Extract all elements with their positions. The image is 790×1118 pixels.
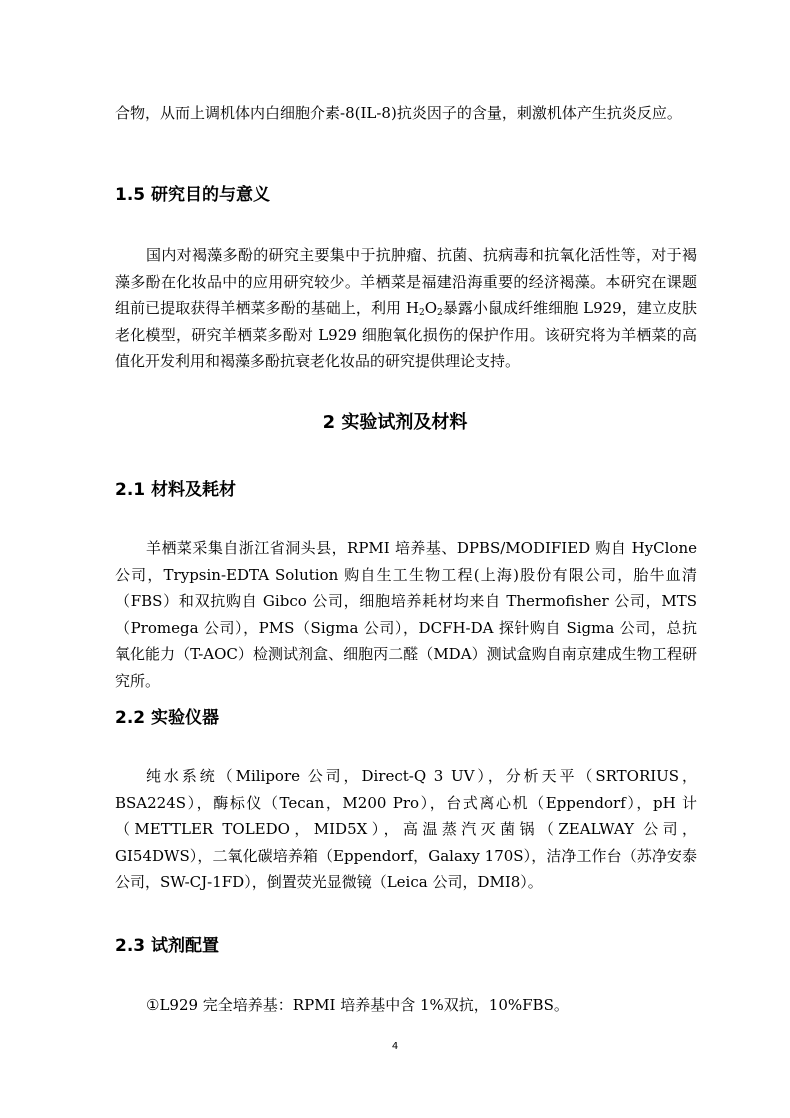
paragraph-reagent-preparation: ①L929 完全培养基：RPMI 培养基中含 1%双抗，10%FBS。: [146, 996, 569, 1014]
subscript-2: 2: [418, 308, 425, 318]
paragraph-text-o: O: [424, 299, 438, 317]
section-heading-1-5: 1.5 研究目的与意义: [115, 185, 271, 205]
page-number: 4: [391, 1041, 399, 1052]
section-heading-2-1: 2.1 材料及耗材: [115, 480, 237, 500]
subscript-2b: 2: [437, 308, 443, 318]
paragraph-continued: 合物，从而上调机体内白细胞介素-8(IL-8)抗炎因子的含量，刺激机体产生抗炎反应。: [115, 104, 682, 122]
chapter-heading-2: 2 实验试剂及材料: [322, 412, 468, 433]
paragraph-research-purpose: [115, 242, 697, 375]
section-heading-2-2: 2.2 实验仪器: [115, 708, 220, 728]
paragraph-materials: 羊栖菜采集自浙江省洞头县，RPMI 培养基、DPBS/MODIFIED 购自 HyClone 公司，Trypsin-EDTA Solution 购自生工生物工程(上海)股份有限公司，胎牛血清（FBS）和双抗购自 Gibco 公司，细胞培养耗材均来自 Thermofisher 公司，MTS（Promega 公司），PMS（Sigma 公司），DCFH-DA 探针购自 Sigma 公司，总抗氧化能力（T-AOC）检测试剂盒、细胞丙二醛（MDA）测试盒购自南京建成生物工程研究所。: [115, 539, 697, 690]
paragraph-text-before: 国内对褐藻多酚的研究主要集中于抗肿瘤、抗菌、抗病毒和抗氧化活性等，对于褐藻多酚在化妆品中的应用研究较少。羊栖菜是福建沿海重要的经济褐藻。本研究在课题组前已提取获得羊栖菜多酚的基础上，利用 H: [115, 246, 697, 317]
paragraph-text-after: 暴露小鼠成纤维细胞 L929，建立皮肤老化模型，研究羊栖菜多酚对 L929 细胞氧化损伤的保护作用。该研究将为羊栖菜的高值化开发利用和褐藻多酚抗衰老化妆品的研究提供理论支持。: [115, 299, 697, 370]
section-heading-2-3: 2.3 试剂配置: [115, 936, 220, 956]
paragraph-instruments: 纯水系统（Milipore 公司，Direct-Q 3 UV），分析天平（SRTORIUS，BSA224S），酶标仪（Tecan，M200 Pro），台式离心机（Eppendorf），pH 计（METTLER TOLEDO，MID5X），高温蒸汽灭菌锅（ZEALWAY 公司，GI54DWS），二氧化碳培养箱（Eppendorf，Galaxy 170S），洁净工作台（苏净安泰公司，SW-CJ-1FD），倒置荧光显微镜（Leica 公司，DMI8）。: [115, 767, 697, 891]
